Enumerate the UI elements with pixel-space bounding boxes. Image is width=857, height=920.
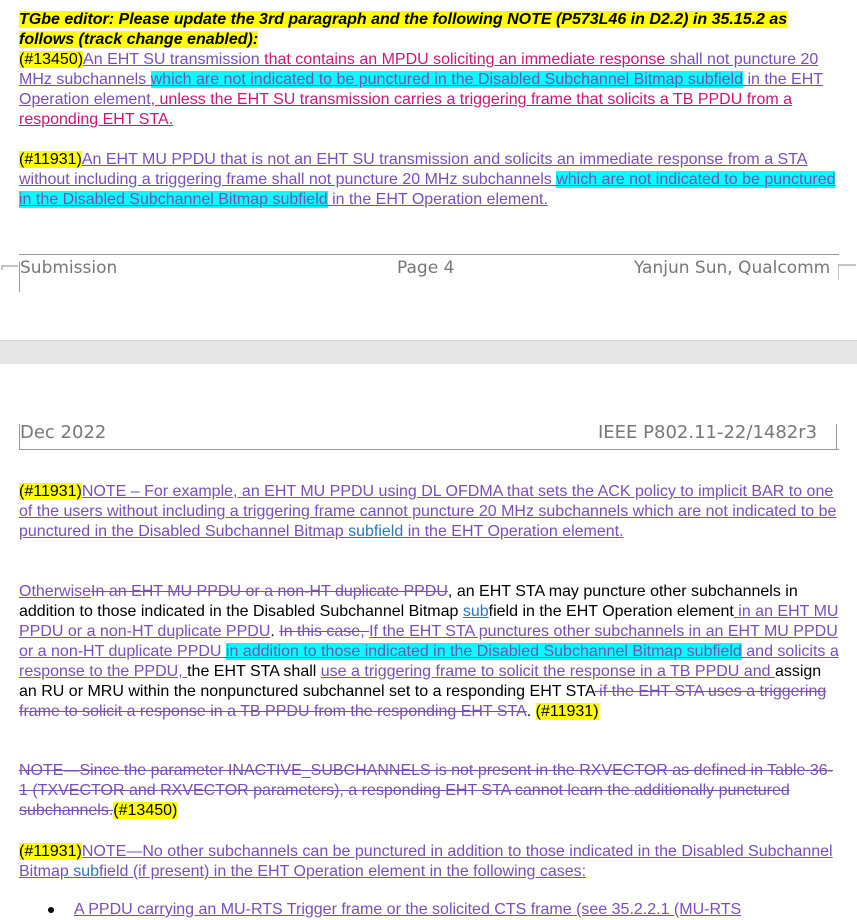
crop-mark-left [0, 254, 18, 270]
paragraph-otherwise[interactable]: OtherwiseIn an EHT MU PPDU or a non-HT duplicate PPDU, an EHT STA may puncture other subchannels in addition to those indicated in the Disabled Subchannel Bitmap subfield in the EHT Operation element in an EHT MU PPDU or a non-HT duplicate PPDU. In this case, If the EHT STA punctures other subchannels in an EHT MU PPDU or a non-HT duplicate PPDU in addition to those indicated in the Disabled Subchannel Bitmap subfield and solicits a response to the PPDU, the EHT STA shall use a triggering frame to solicit the response in a TB PPDU and assign an RU or MRU within the nonpunctured subchannel set to a responding EHT STA if the EHT STA uses a triggering frame to solicit a response in a TB PPDU from the responding EHT STA. (#11931) [19, 583, 839, 720]
header-corner-right [836, 424, 837, 450]
editor-instruction: TGbe editor: Please update the 3rd paragraph and the following NOTE (P573L46 in D2.2) in 35.15.2 as follows (track change enabled): [19, 11, 788, 48]
note-no-other-subchannels[interactable]: (#11931)NOTE—No other subchannels can be punctured in addition to those indicated in the Disabled Subchannel Bitmap subfield (if present) in the EHT Operation element in the following cases: [19, 843, 833, 880]
page-4 [0, 0, 857, 340]
header-corner-left [19, 424, 20, 450]
note-deleted[interactable]: NOTE—Since the parameter INACTIVE_SUBCHANNELS is not present in the RXVECTOR as defined in Table 36-1 (TXVECTOR and RXVECTOR parameters), a responding EHT STA cannot learn the additionally punctured subchannels.(#13450) [19, 762, 833, 819]
page-gap [0, 340, 857, 365]
footer-author: Yanjun Sun, Qualcomm [634, 258, 831, 278]
footer-submission: Submission [20, 258, 118, 278]
note-example[interactable]: (#11931)NOTE – For example, an EHT MU PPDU using DL OFDMA that sets the ACK policy to implicit BAR to one of the users without including a triggering frame cannot puncture 20 MHz subchannels which are not indicated to be punctured in the Disabled Subchannel Bitmap subfield in the EHT Operation element. [19, 483, 837, 540]
cid-tag: (#11931) [19, 151, 82, 168]
footer-page-number: Page 4 [397, 258, 455, 278]
cid-tag: (#13450) [19, 51, 84, 68]
cid-tag: (#11931) [535, 703, 599, 720]
cid-tag: (#13450) [113, 802, 178, 819]
header-date: Dec 2022 [20, 422, 107, 443]
paragraph-3[interactable]: (#13450)An EHT SU transmission that contains an MPDU soliciting an immediate response shall not puncture 20 MHz subchannels which are not indicated to be punctured in the Disabled Subchannel Bitmap subfield in the EHT Operation element, unless the EHT SU transmission carries a triggering frame that solicits a TB PPDU from a responding EHT STA. [19, 51, 824, 128]
cid-tag: (#11931) [19, 843, 82, 860]
footer-rule [19, 254, 839, 255]
cid-tag: (#11931) [19, 483, 82, 500]
bullet-item[interactable]: A PPDU carrying an MU-RTS Trigger frame or the solicited CTS frame (see 35.2.2.1 (MU-RTS [48, 900, 838, 920]
header-rule [19, 449, 839, 450]
page-5 [0, 364, 857, 918]
header-doc-id: IEEE P802.11-22/1482r3 [598, 422, 818, 443]
crop-mark-right [838, 264, 856, 280]
paragraph-note-mu[interactable]: (#11931)An EHT MU PPDU that is not an EHT SU transmission and solicits an immediate response from a STA without including a triggering frame shall not puncture 20 MHz subchannels which are not indicated to be punctured in the Disabled Subchannel Bitmap subfield in the EHT Operation element. [19, 151, 836, 208]
